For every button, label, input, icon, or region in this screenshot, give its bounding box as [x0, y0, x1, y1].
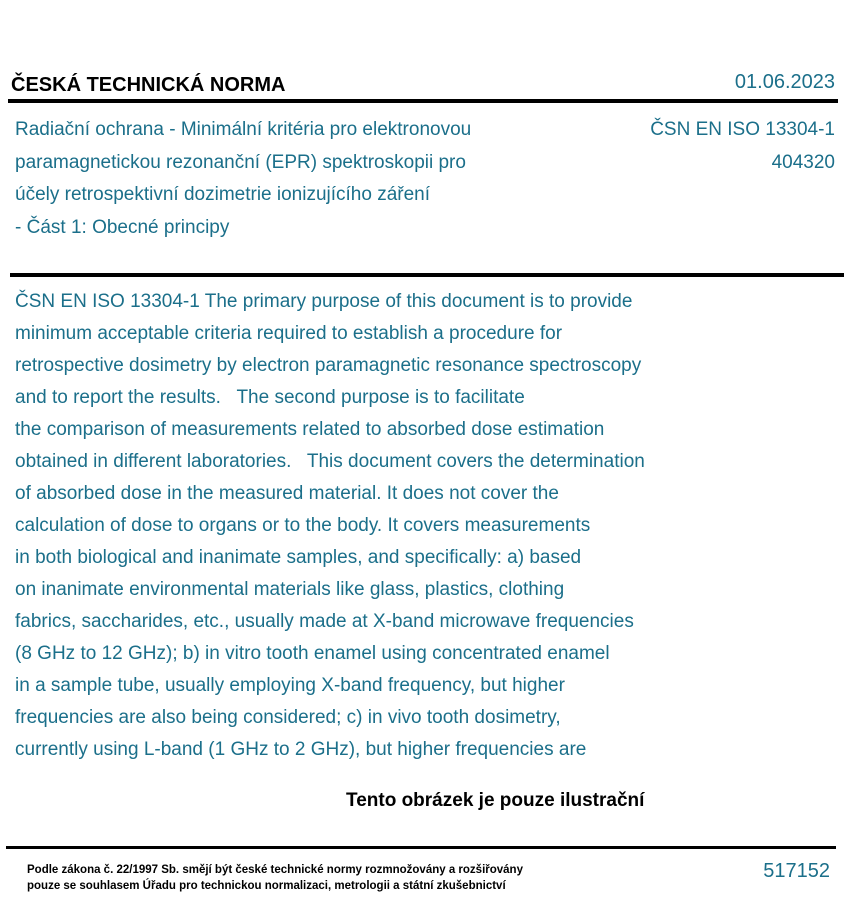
abstract-line: calculation of dose to organs or to the body. It covers measurements [15, 515, 591, 536]
abstract-line: on inanimate environmental materials like glass, plastics, clothing [15, 579, 565, 600]
abstract-line: (8 GHz to 12 GHz); b) in vitro tooth enamel using concentrated enamel [15, 643, 610, 664]
header-date: 01.06.2023 [734, 71, 835, 93]
standard-title-line: - Část 1: Obecné principy [15, 216, 230, 238]
footer-rule [6, 846, 836, 849]
section-rule [10, 273, 844, 277]
standard-identifiers [650, 114, 835, 179]
abstract-line: currently using L-band (1 GHz to 2 GHz), but higher frequencies are [15, 739, 587, 760]
legal-line: pouze se souhlasem Úřadu pro technickou normalizaci, metrologii a státní zkušebnictví [27, 880, 506, 892]
abstract-line: frequencies are also being considered; c) in vivo tooth dosimetry, [15, 707, 561, 728]
abstract-line: ČSN EN ISO 13304-1 The primary purpose of this document is to provide [15, 291, 633, 312]
abstract-line: of absorbed dose in the measured material. It does not cover the [15, 483, 559, 504]
abstract-text [15, 286, 835, 766]
header-title: ČESKÁ TECHNICKÁ NORMA [11, 74, 286, 96]
abstract-line: in a sample tube, usually employing X-band frequency, but higher [15, 675, 565, 696]
abstract-line: in both biological and inanimate samples, and specifically: a) based [15, 547, 582, 568]
abstract-line: and to report the results. The second purpose is to facilitate [15, 387, 525, 408]
illustration-note: Tento obrázek je pouze ilustrační [346, 790, 645, 811]
header-rule [8, 99, 838, 103]
standard-title-line: Radiační ochrana - Minimální kritéria pro elektronovou [15, 119, 472, 140]
abstract-line: minimum acceptable criteria required to establish a procedure for [15, 323, 563, 344]
standard-code: ČSN EN ISO 13304-1 [650, 119, 835, 140]
standard-class-number: 404320 [771, 151, 835, 173]
abstract-line: obtained in different laboratories. This document covers the determination [15, 451, 645, 472]
footer-code: 517152 [763, 860, 830, 882]
legal-line: Podle zákona č. 22/1997 Sb. smějí být české technické normy rozmnožovány a rozšiřovány [27, 864, 523, 876]
abstract-line: fabrics, saccharides, etc., usually made at X-band microwave frequencies [15, 611, 634, 632]
standard-title-line: paramagnetickou rezonanční (EPR) spektroskopii pro [15, 151, 466, 173]
standard-title-line: účely retrospektivní dozimetrie ionizujícího záření [15, 184, 431, 205]
legal-notice [27, 862, 523, 894]
abstract-line: the comparison of measurements related to absorbed dose estimation [15, 419, 605, 440]
abstract-line: retrospective dosimetry by electron paramagnetic resonance spectroscopy [15, 355, 642, 376]
standard-title [15, 114, 605, 244]
